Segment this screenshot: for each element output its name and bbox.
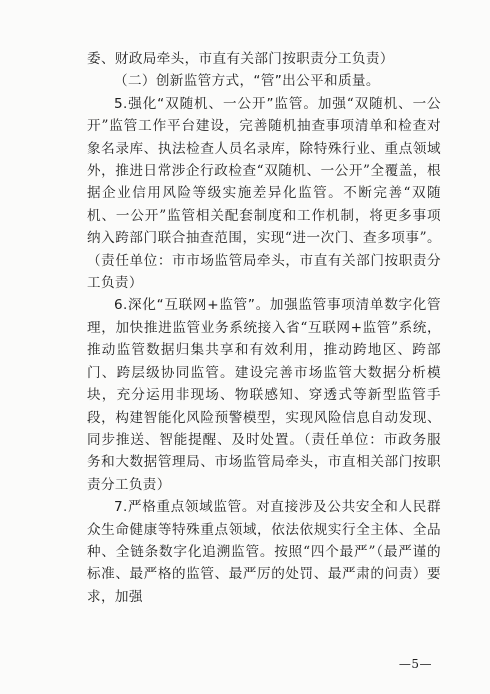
item-text-7: 对直接涉及公共安全和人民群众生命健康等特殊重点领域，依法依规实行全主体、全品种、全链条数字化追溯监管。按照“四个最严”（最严谨的标准、最严格的监管、最严厉的处罚、最严肃的问责）要求，加强 bbox=[87, 499, 441, 605]
item-paragraph-7 bbox=[87, 496, 441, 608]
item-paragraph-6 bbox=[87, 294, 441, 496]
intro-paragraph bbox=[87, 48, 441, 70]
item-text-5: 加强“双随机、一公开”监管工作平台建设，完善随机抽查事项清单和检查对象名录库、执法检查人员名录库，除特殊行业、重点领域外，推进日常涉企行政检查“双随机、一公开”全覆盖，根据企业信用风险等级实施差异化监管。不断完善“双随机、一公开”监管相关配套制度和工作机制，将更多事项纳入跨部门联合抽查范围，实现“进一次门、查多项事”。（责任单位：市市场监管局牵头，市直有关部门按职责分工负责） bbox=[87, 95, 441, 292]
item-title-6: 6.深化“互联网+监管”。 bbox=[114, 297, 270, 314]
item-title-5: 5.强化“双随机、一公开”监管。 bbox=[114, 95, 318, 112]
section-heading-paragraph bbox=[87, 70, 441, 92]
document-body bbox=[87, 48, 441, 608]
intro-line: 委、财政局牵头，市直有关部门按职责分工负责） bbox=[87, 51, 394, 67]
item-paragraph-5 bbox=[87, 93, 441, 295]
item-text-6: 加强监管事项清单数字化管理，加快推进监管业务系统接入省“互联网+监管”系统，推动监管数据归集共享和有效利用，推动跨地区、跨部门、跨层级协同监管。建设完善市场监管大数据分析模块，充分运用非现场、物联感知、穿透式等新型监管手段，构建智能化风险预警模型，实现风险信息自动发现、同步推送、智能提醒、及时处置。（责任单位：市政务服务和大数据管理局、市场监管局牵头，市直相关部门按职责分工负责） bbox=[87, 297, 442, 493]
section-heading: （二）创新监管方式，“管”出公平和质量。 bbox=[114, 73, 380, 90]
page-number: —5— bbox=[398, 657, 432, 671]
item-title-7: 7.严格重点领域监管。 bbox=[114, 499, 257, 516]
